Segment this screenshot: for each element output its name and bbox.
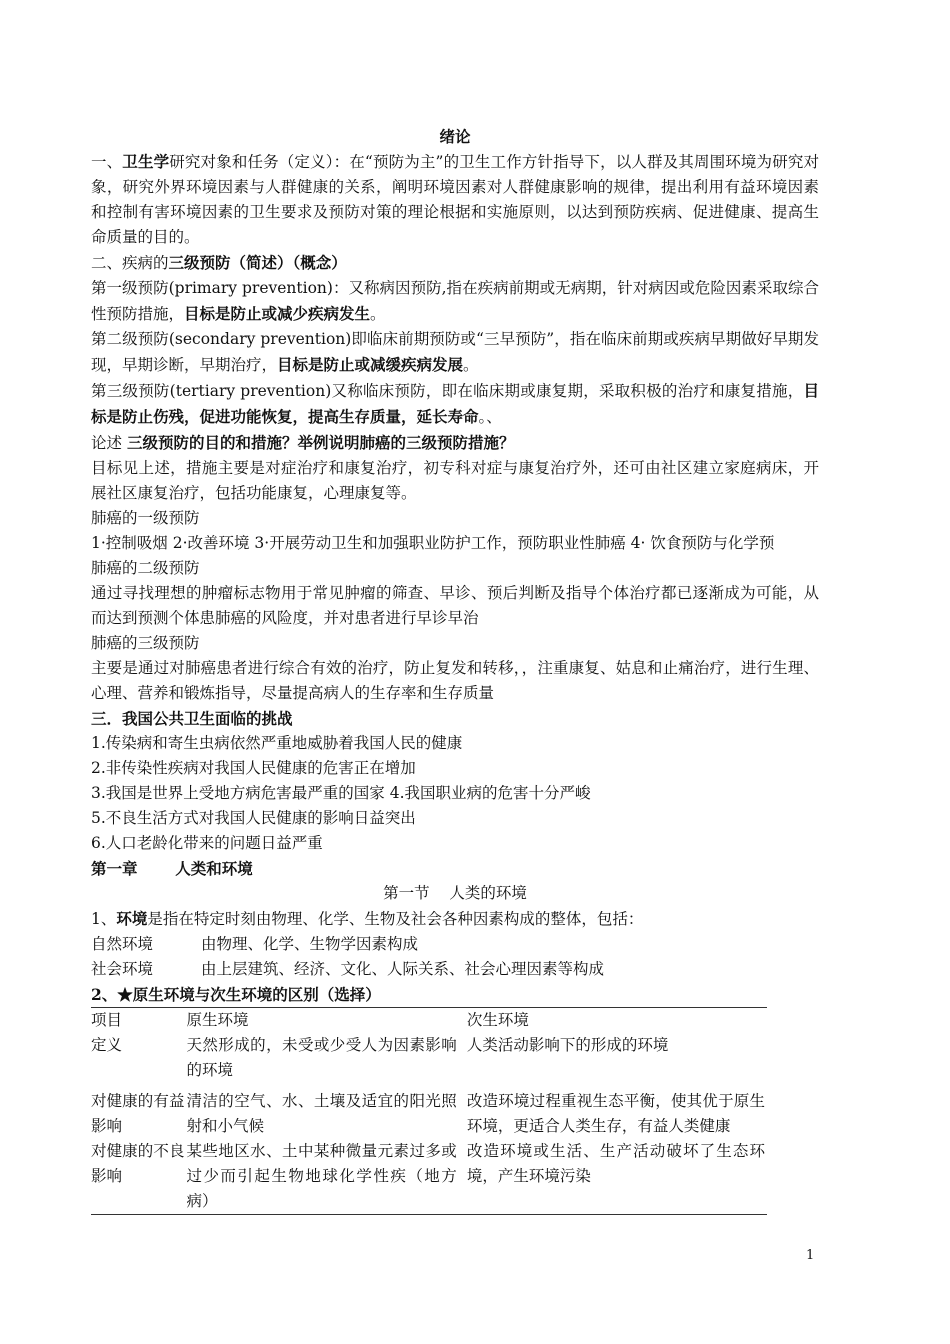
challenge-item: 6.人口老龄化带来的问题日益严重 — [91, 834, 323, 852]
paragraph-bold: 目标是防止或减缓疾病发展 — [277, 355, 464, 374]
challenge-item: 3.我国是世界上受地方病危害最严重的国家 4.我国职业病的危害十分严峻 — [91, 784, 591, 802]
comparison-table — [91, 1007, 767, 1215]
heading-bold: 三级预防（简述）（概念） — [168, 253, 347, 272]
page-number: 1 — [806, 1248, 815, 1263]
table-header: 项目 — [91, 1011, 123, 1029]
challenge-item: 2.非传染性疾病对我国人民健康的危害正在增加 — [91, 759, 416, 777]
table-row — [91, 1033, 767, 1083]
lung-secondary-text: 通过寻找理想的肿瘤标志物用于常见肿瘤的筛查、早诊、预后判断及指导个体治疗都已逐渐成为可能，从而达到预测个体患肺癌的风险度，并对患者进行早诊早治 — [91, 584, 819, 627]
paragraph-end: 。 — [370, 305, 386, 323]
challenge-item: 5.不良生活方式对我国人民健康的影响日益突出 — [91, 809, 416, 827]
paragraph-text: 第一级预防(primary prevention)：又称病因预防,指在疾病前期或无病期，针对病因或危险因素采取综合性预防措施， — [91, 279, 819, 323]
section-term: 卫生学 — [122, 152, 170, 171]
table-cell: 改造环境或生活、生产活动破坏了生态环境，产生环境污染 — [466, 1142, 765, 1185]
term-label: 社会环境 — [91, 960, 154, 978]
heading-text: 二、疾病的 — [91, 254, 169, 272]
lung-primary-heading: 肺癌的一级预防 — [91, 509, 200, 527]
section-prefix: 一、 — [91, 153, 123, 171]
page-title: 绪论 — [439, 127, 471, 146]
section-3-heading: 三．我国公共卫生面临的挑战 — [91, 709, 293, 728]
lung-secondary-heading: 肺癌的二级预防 — [91, 559, 200, 577]
section-body: 研究对象和任务（定义）：在“预防为主”的卫生工作方针指导下，以人群及其周围环境为研究对象，研究外界环境因素与人群健康的关系，阐明环境因素对人群健康影响的规律，提出利用有益环境因素和控制有害环境因素的卫生要求及预防对策的理论根据和实施原则，以达到预防疾病、促进健康、提高生命质量的目的。 — [91, 153, 819, 246]
social-environment-row — [91, 957, 819, 982]
table-header-row — [91, 1008, 767, 1034]
comparison-heading: 2、★原生环境与次生环境的区别（选择） — [91, 985, 381, 1004]
table-cell: 改造环境过程重视生态平衡，使其优于原生环境，更适合人类生存，有益人类健康 — [466, 1092, 765, 1135]
question-prefix: 论述 — [91, 434, 127, 452]
table-cell: 人类活动影响下的形成的环境 — [466, 1036, 669, 1054]
primary-prevention-paragraph — [91, 276, 819, 327]
table-cell: 某些地区水、土中某种微量元素过多或过少而引起生物地球化学性疾（地方病） — [186, 1142, 457, 1210]
table-row — [91, 1083, 767, 1139]
term-value: 由物理、化学、生物学因素构成 — [201, 935, 419, 953]
lung-tertiary-text: 主要是通过对肺癌患者进行综合有效的治疗，防止复发和转移，，注重康复、姑息和止痛治疗，进行生理、心理、营养和锻炼指导，尽量提高病人的生存率和生存质量 — [91, 659, 819, 702]
table-row — [91, 1139, 767, 1215]
section-1-paragraph — [91, 149, 819, 250]
secondary-prevention-paragraph — [91, 327, 819, 378]
document-page — [91, 124, 819, 1215]
paragraph-text: 第三级预防(tertiary prevention)又称临床预防，即在临床期或康复期，采取积极的治疗和康复措施， — [91, 382, 804, 400]
table-cell: 定义 — [91, 1036, 123, 1054]
paragraph-bold: 目标是防止伤残，促进功能恢复，提高生存质量，延长寿命 — [91, 381, 819, 426]
lung-tertiary-heading: 肺癌的三级预防 — [91, 634, 200, 652]
challenge-item: 1.传染病和寄生虫病依然严重地威胁着我国人民的健康 — [91, 734, 463, 752]
term-label: 自然环境 — [91, 935, 154, 953]
table-cell: 对健康的有益影响 — [91, 1092, 185, 1135]
chapter-heading: 第一章 人类和环境 — [91, 859, 253, 878]
term-value: 由上层建筑、经济、文化、人际关系、社会心理因素等构成 — [201, 960, 605, 978]
table-cell: 清洁的空气、水、土壤及适宜的阳光照射和小气候 — [186, 1092, 457, 1135]
table-header: 原生环境 — [186, 1011, 249, 1029]
paragraph-end: 。、 — [478, 408, 502, 426]
section-heading: 第一节 人类的环境 — [383, 884, 527, 902]
definition-body: 是指在特定时刻由物理、化学、生物及社会各种因素构成的整体，包括： — [147, 910, 644, 928]
table-cell: 对健康的不良影响 — [91, 1142, 185, 1185]
lung-primary-text: 1·控制吸烟 2·改善环境 3·开展劳动卫生和加强职业防护工作，预防职业性肺癌 4· 饮食预防与化学预 — [91, 534, 775, 552]
essay-question — [91, 430, 819, 456]
table-cell: 天然形成的，未受或少受人为因素影响的环境 — [186, 1036, 457, 1079]
table-header: 次生环境 — [466, 1011, 529, 1029]
paragraph-text: 第二级预防(secondary prevention)即临床前期预防或“三早预防”，指在临床前期或疾病早期做好早期发现，早期诊断，早期治疗， — [91, 330, 819, 374]
natural-environment-row — [91, 932, 819, 957]
definition-term: 环境 — [116, 909, 148, 928]
tertiary-prevention-paragraph — [91, 378, 819, 430]
section-2-heading — [91, 250, 819, 276]
definition-prefix: 1、 — [91, 910, 117, 928]
environment-definition — [91, 906, 819, 932]
paragraph-bold: 目标是防止或减少疾病发生 — [184, 304, 371, 323]
paragraph-end: 。 — [463, 356, 479, 374]
answer-paragraph: 目标见上述，措施主要是对症治疗和康复治疗，初专科对症与康复治疗外，还可由社区建立家庭病床，开展社区康复治疗，包括功能康复，心理康复等。 — [91, 459, 819, 502]
question-text: 三级预防的目的和措施？举例说明肺癌的三级预防措施？ — [126, 433, 515, 452]
